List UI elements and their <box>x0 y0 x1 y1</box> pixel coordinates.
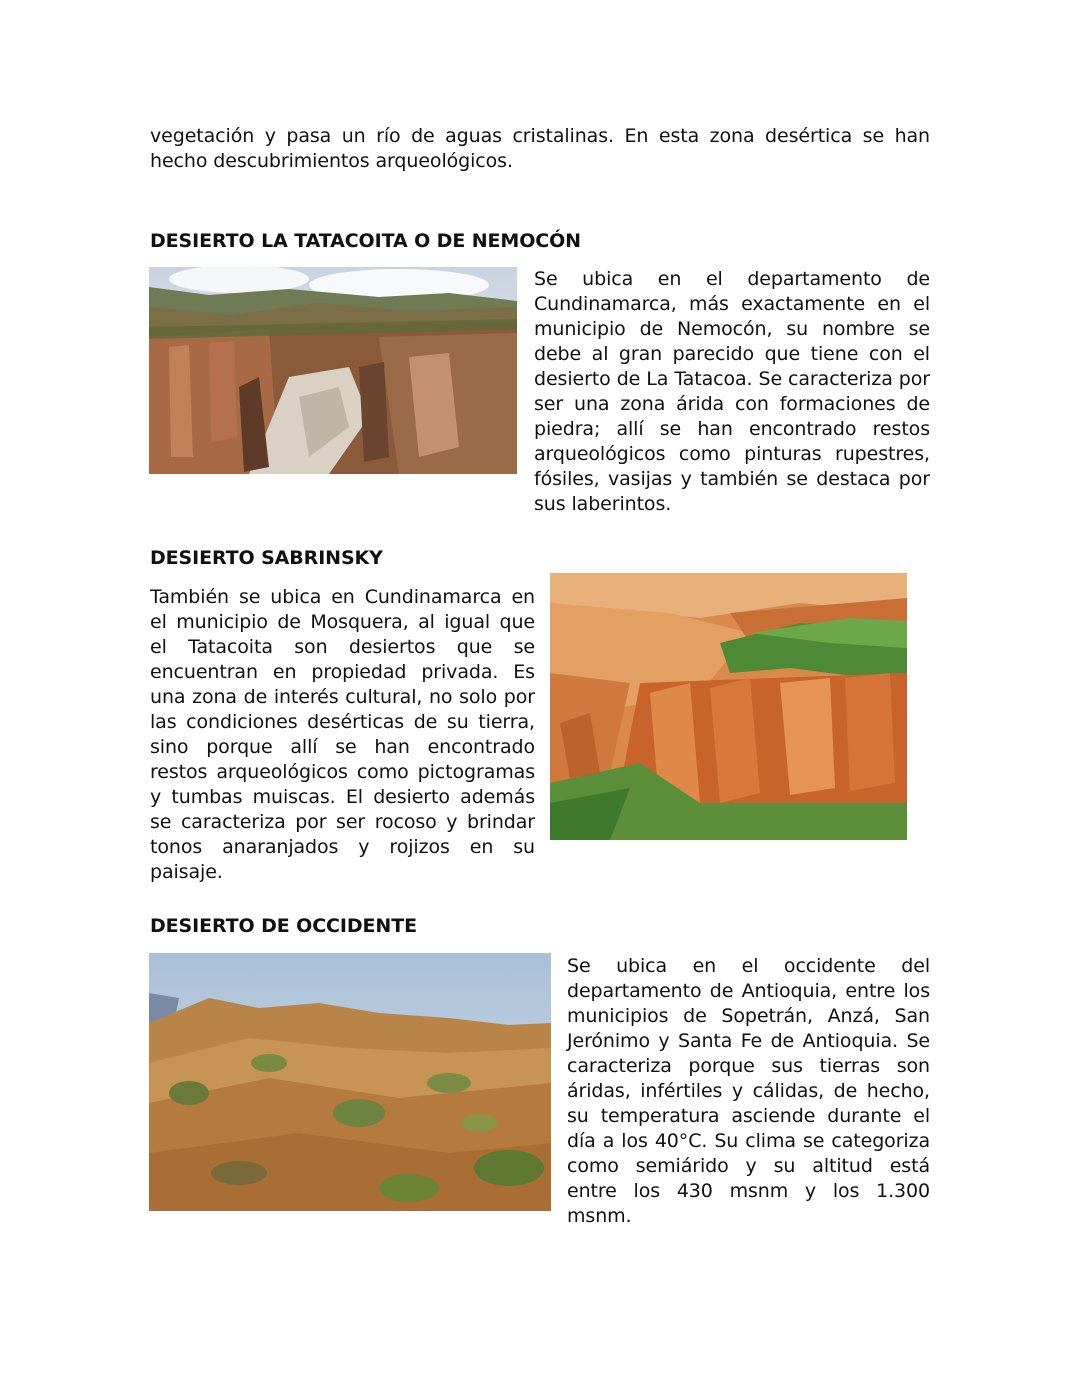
section-heading-occidente: DESIERTO DE OCCIDENTE <box>150 915 417 937</box>
sabrinsky-rocks-image <box>550 573 907 840</box>
photo-tatacoita-desert <box>149 267 517 474</box>
photo-occidente-desert <box>149 953 551 1211</box>
photo-sabrinsky-desert <box>550 573 907 840</box>
section-paragraph-tatacoita: Se ubica en el departamento de Cundinamarca, más exactamente en el municipio de Nemocón, su nombre se debe al gran parecido que tiene con el desierto de La Tatacoa. Se caracteriza por ser una zona árida con formaciones de piedra; allí se han encontrado restos arqueológicos como pinturas rupestres, fósiles, vasijas y también se destaca por sus laberintos. <box>534 268 930 515</box>
section-paragraph-occidente: Se ubica en el occidente del departamento de Antioquia, entre los municipios de Sopetrán, Anzá, San Jerónimo y Santa Fe de Antioquia. Se caracteriza porque sus tierras son áridas, infértiles y cálidas, de hecho, su temperatura asciende durante el día a los 40°C. Su clima se categoriza como semiárido y su altitud está entre los 430 msnm y los 1.300 msnm. <box>567 955 930 1227</box>
occidente-hills-image <box>149 953 551 1211</box>
intro-paragraph: vegetación y pasa un río de aguas cristalinas. En esta zona desértica se han hecho descubrimientos arqueológicos. <box>150 125 930 172</box>
tatacoita-canyon-image <box>149 267 517 474</box>
section-paragraph-sabrinsky: También se ubica en Cundinamarca en el municipio de Mosquera, al igual que el Tatacoita son desiertos que se encuentran en propiedad privada. Es una zona de interés cultural, no solo por las condiciones desérticas de su tierra, sino porque allí se han encontrado restos arqueológicos como pictogramas y tumbas muiscas. El desierto además se caracteriza por ser rocoso y brindar tonos anaranjados y rojizos en su paisaje. <box>150 586 535 883</box>
section-heading-tatacoita: DESIERTO LA TATACOITA O DE NEMOCÓN <box>150 230 581 252</box>
section-heading-sabrinsky: DESIERTO SABRINSKY <box>150 547 383 569</box>
